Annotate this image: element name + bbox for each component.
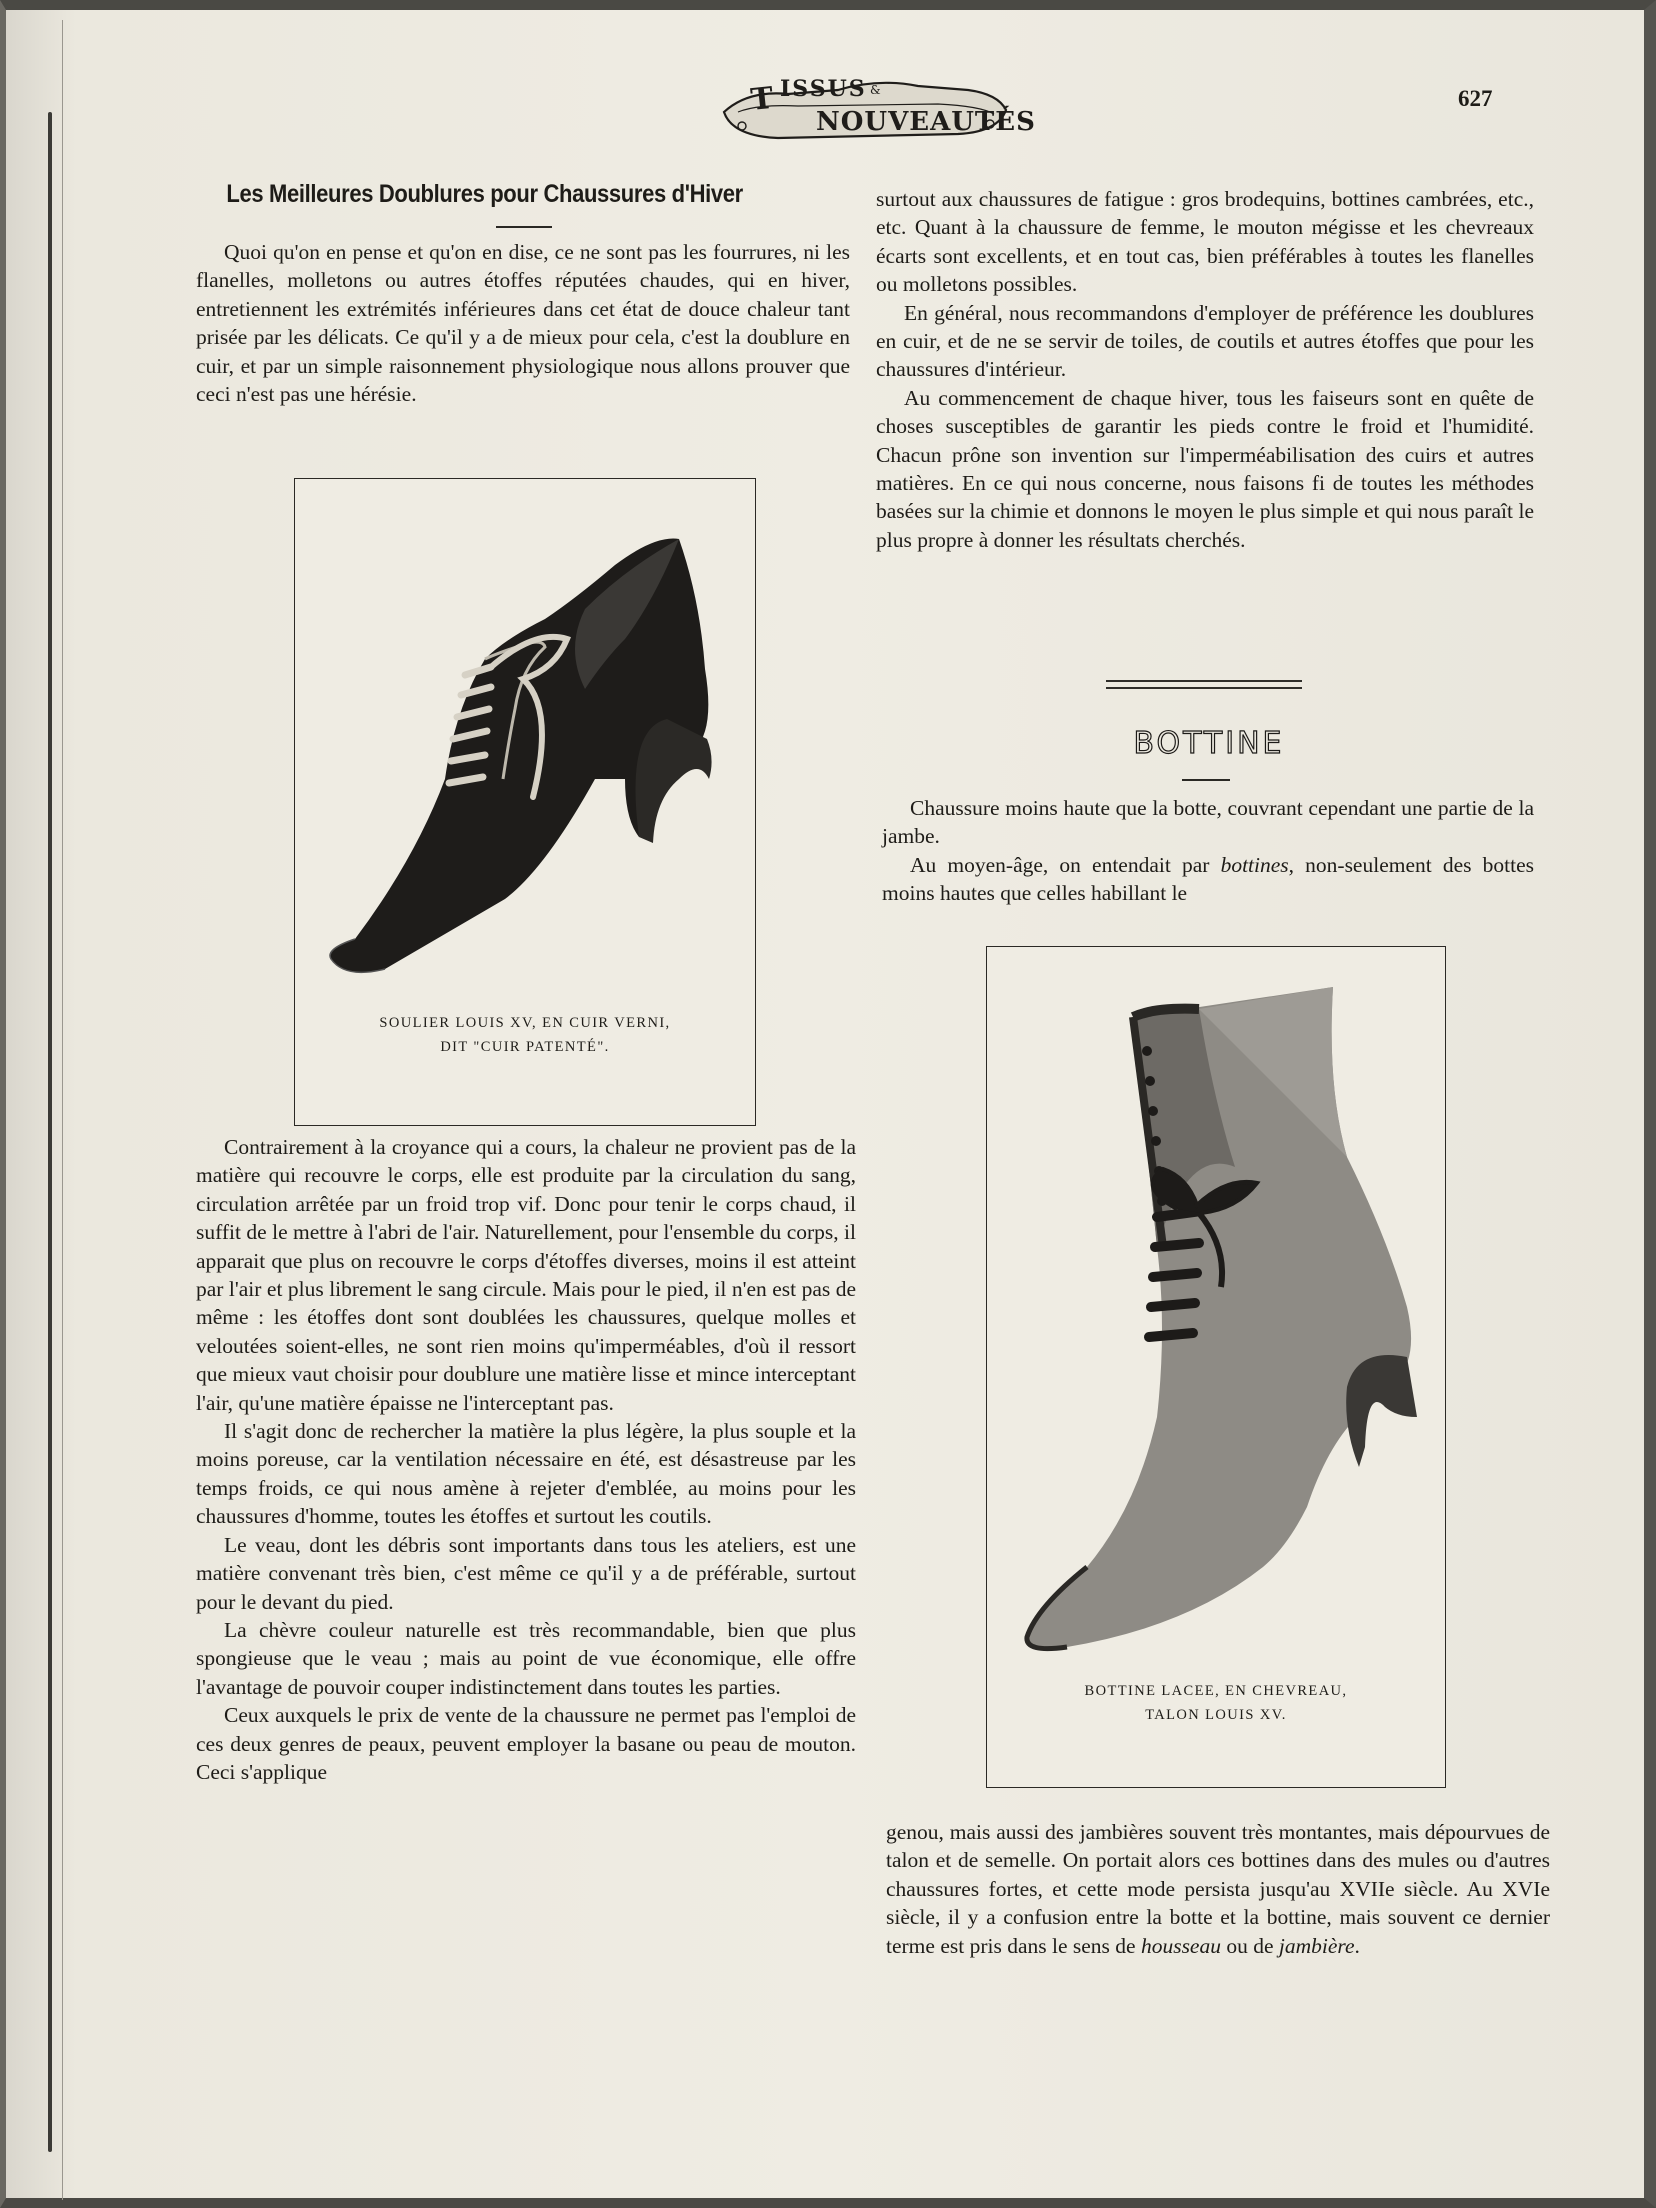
caption-line: DIT "CUIR PATENTÉ". bbox=[440, 1039, 610, 1055]
paragraph: surtout aux chaussures de fatigue : gros brodequins, bottines cambrées, etc., etc. Quant à la chaussure de femme, le mouton mégisse et les chevreaux écarts sont excellents, et en tout cas, bien préférables à toutes les flanelles ou molletons possibles. bbox=[876, 187, 1534, 297]
binding-rule bbox=[48, 112, 52, 2152]
article-title: Les Meilleures Doublures pour Chaussures d'Hiver bbox=[226, 180, 743, 208]
figure-soulier bbox=[294, 478, 756, 1126]
section-title-rule bbox=[1182, 779, 1230, 781]
masthead-logo bbox=[718, 60, 1036, 146]
section-title: BOTTINE bbox=[1133, 726, 1285, 761]
section-divider bbox=[1106, 680, 1302, 694]
svg-text:&: & bbox=[870, 83, 881, 97]
title-rule bbox=[496, 226, 552, 228]
svg-text:NOUVEAUTÉS: NOUVEAUTÉS bbox=[816, 107, 1036, 137]
paragraph: Au commencement de chaque hiver, tous les faiseurs sont en quête de choses susceptibles de garantir les pieds contre le froid et l'humidité. Chacun prône son invention sur l'imperméabilisation des cuirs et autres matières. En ce qui nous concerne, nous faisons fi de toutes les méthodes basées sur la chimie et donnons le moyen le plus simple et qui nous paraît le plus propre à donner les résultats cherchés. bbox=[876, 385, 1534, 552]
caption-line: BOTTINE LACEE, EN CHEVREAU, bbox=[1084, 1683, 1348, 1699]
text-run: . bbox=[1354, 1933, 1360, 1958]
paragraph bbox=[882, 851, 1534, 908]
article-body-right bbox=[876, 185, 1534, 554]
caption-line: TALON LOUIS XV. bbox=[1145, 1707, 1287, 1723]
figure-bottine bbox=[986, 946, 1446, 1788]
paragraph: Il s'agit donc de rechercher la matière la plus légère, la plus souple et la moins poreuse, car la ventilation nécessaire en été, est désastreuse par les temps froids, ce qui nous amène à rejeter d'emblée, au moins pour les chaussures d'homme, toutes les étoffes et surtout les coutils. bbox=[196, 1419, 856, 1529]
section-intro bbox=[882, 794, 1534, 908]
paragraph: La chèvre couleur naturelle est très recommandable, bien que plus spongieuse que le veau ; mais au point de vue économique, elle offre l'avantage de pouvoir couper indistinctement dans toutes les parties. bbox=[196, 1617, 856, 1699]
boot-illustration bbox=[987, 947, 1445, 1667]
paragraph: Le veau, dont les débris sont importants dans tous les ateliers, est une matière convenant très bien, c'est même ce qu'il y a de préférable, surtout pour le devant du pied. bbox=[196, 1532, 856, 1614]
paragraph: Contrairement à la croyance qui a cours, la chaleur ne provient pas de la matière qui recouvre le corps, elle est produite par la circulation du sang, circulation arrêtée par un froid trop vif. Donc pour tenir le corps chaud, il suffit de le mettre à l'abri de l'air. Naturellement, pour l'ensemble du corps, il apparait que plus on recouvre le corps d'étoffes diverses, moins il est atteint par l'air et plus librement le sang circule. Mais pour le pied, il n'en est pas de même : les étoffes dont sont doublées les chaussures, quelque molles et veloutées soient-elles, ne sont rien moins qu'imperméables, d'où il ressort que mieux vaut choisir pour doublure une matière lisse et mince interceptant l'air, qu'une matière épaisse ne l'interceptant pas. bbox=[196, 1135, 856, 1415]
paragraph: Quoi qu'on en pense et qu'on en dise, ce ne sont pas les fourrures, ni les flanelles, molletons ou autres étoffes réputées chaudes, qui en hiver, entretiennent les extrémités inférieures dans cet état de douce chaleur tant prisée par les délicats. Ce qu'il y a de mieux pour cela, c'est la doublure en cuir, et par un simple raisonnement physiologique nous allons prouver que ceci n'est pas une hérésie. bbox=[196, 240, 850, 407]
text-run: ou de bbox=[1220, 1933, 1279, 1958]
text-run: Au moyen-âge, on entendait par bbox=[910, 852, 1221, 877]
italic-term: jambière bbox=[1278, 1933, 1355, 1958]
svg-text:ISSUS: ISSUS bbox=[780, 76, 867, 102]
paragraph: Chaussure moins haute que la botte, couvrant cependant une partie de la jambe. bbox=[882, 796, 1534, 849]
italic-term: bottines bbox=[1220, 852, 1289, 877]
text-run: genou, mais aussi des jambières souvent très montantes, mais dépourvues de talon et de semelle. On portait alors ces bottines dans des mules ou d'autres chaussures fortes, et cette mode persista jusqu'au XVIIe siècle. Au XVIe siècle, il y a confusion entre la botte et la bottine, mais souvent ce dernier terme est pris dans le sens de bbox=[886, 1820, 1550, 1958]
paragraph bbox=[886, 1818, 1550, 1960]
svg-text:T: T bbox=[749, 80, 776, 118]
section-body bbox=[886, 1818, 1550, 1960]
text-run: , non-seulement des bottes moins hautes que celles habillant le bbox=[882, 852, 1535, 906]
article-body-left bbox=[196, 1133, 856, 1786]
paragraph: Ceux auxquels le prix de vente de la chaussure ne permet pas l'emploi de ces deux genres de peaux, peuvent employer la basane ou peau de mouton. Ceci s'applique bbox=[196, 1703, 856, 1784]
figure-caption bbox=[295, 1011, 755, 1059]
article-intro bbox=[196, 238, 850, 408]
italic-term: housseau bbox=[1140, 1933, 1221, 1958]
figure-caption bbox=[987, 1679, 1445, 1727]
page-number: 627 bbox=[1458, 86, 1493, 111]
binding-edge bbox=[62, 20, 63, 2200]
paragraph: En général, nous recommandons d'employer de préférence les doublures en cuir, et de ne se servir de toiles, de coutils et autres étoffes que pour les chaussures d'intérieur. bbox=[876, 300, 1534, 382]
caption-line: SOULIER LOUIS XV, EN CUIR VERNI, bbox=[379, 1015, 671, 1031]
shoe-illustration bbox=[295, 479, 755, 999]
